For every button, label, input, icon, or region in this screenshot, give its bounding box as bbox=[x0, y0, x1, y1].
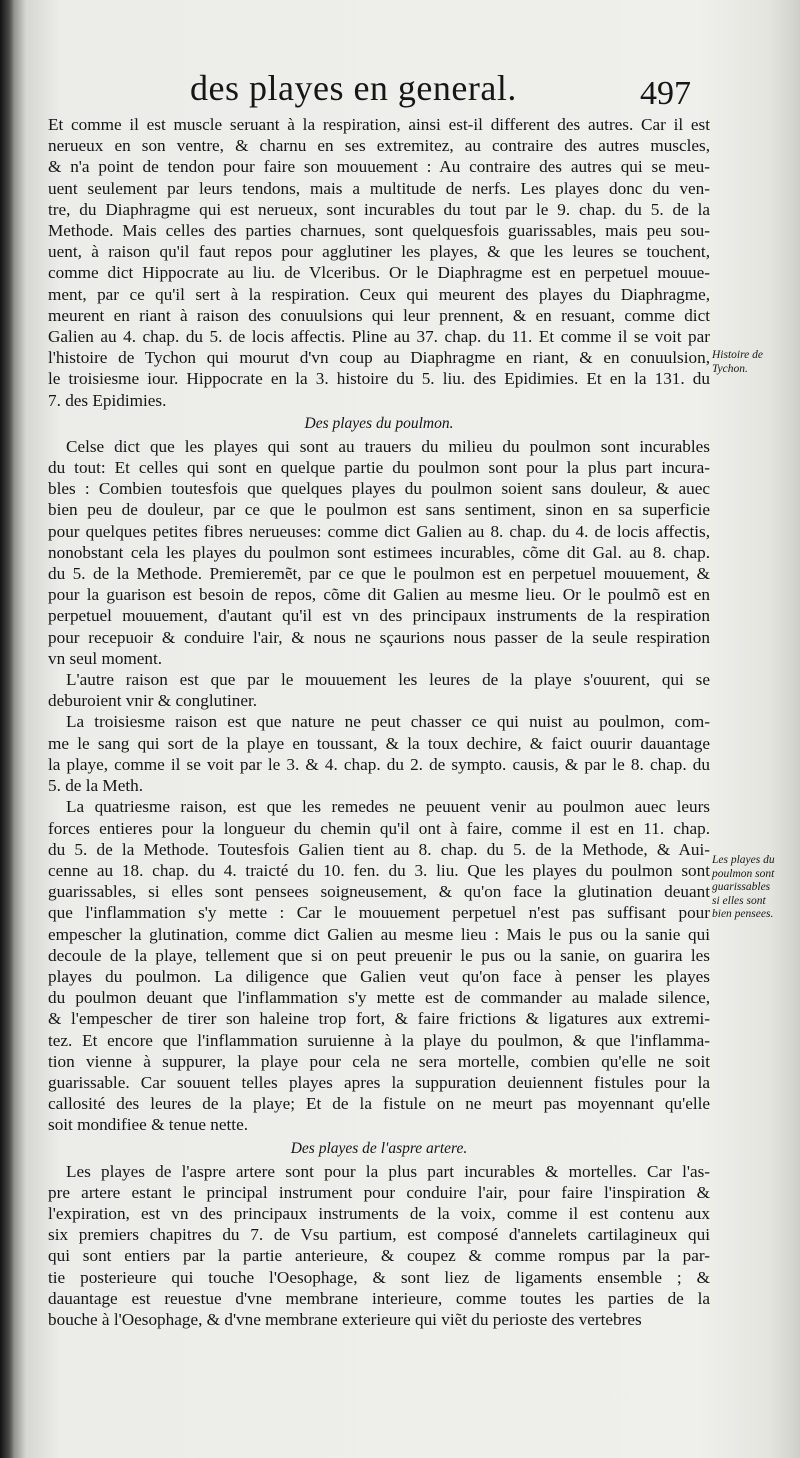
text-line: 7. des Epidimies. bbox=[48, 390, 167, 410]
page-header bbox=[0, 68, 800, 112]
running-title: des playes en general. bbox=[190, 68, 517, 108]
text-line: guarissables, si elles sont pensees soigneusement, & qu'on face la glutination deuant bbox=[48, 882, 710, 902]
text-line: guarissable. Car souuent telles playes apres la suppuration deuiennent fistules pour la bbox=[48, 1072, 710, 1092]
text-line: uent, à raison qu'il faut repos pour agglutiner les playes, & que les leures se touchent, bbox=[48, 242, 710, 262]
text-line: du 5. de la Methode. Premieremẽt, par ce que le poulmon est en perpetuel mouuement, & bbox=[48, 564, 710, 584]
text-line: bles : Combien toutesfois que quelques playes du poulmon soient sans douleur, & auec bbox=[48, 479, 710, 499]
text-line: nerueux en son ventre, & charnu en ses extremitez, au contraire des autres muscles, bbox=[48, 136, 710, 156]
paragraph-celse bbox=[48, 436, 710, 669]
text-line: pour la guarison est besoin de repos, cõme dit Galien au mesme lieu. Or le poulmõ est en bbox=[48, 585, 710, 605]
text-line: l'expiration, est vn des principaux instruments de la voix, comme il est contenu aux bbox=[48, 1203, 710, 1223]
text-line: du tout: Et celles qui sont en quelque partie du poulmon sont pour la plus part incura- bbox=[48, 458, 710, 478]
margin-note-line: Histoire de bbox=[712, 349, 763, 361]
text-line: bouche à l'Oesophage, & d'vne membrane exterieure qui viẽt du perioste des vertebres bbox=[48, 1309, 642, 1329]
margin-note-tychon bbox=[712, 349, 794, 376]
page-number: 497 bbox=[640, 75, 691, 112]
margin-note-poulmon bbox=[712, 854, 794, 922]
book-spine-shadow bbox=[0, 0, 14, 1458]
text-line: comme dict Hippocrate au liu. de Vlceribus. Or le Diaphragme est en perpetuel mouue- bbox=[48, 263, 710, 283]
text-line: 5. de la Meth. bbox=[48, 776, 143, 796]
text-line: bien peu de douleur, par ce que le poulmon est sans sentiment, sinon en sa superficie bbox=[48, 500, 710, 520]
text-line: Celse dict que les playes qui sont au trauers du milieu du poulmon sont incurables bbox=[66, 436, 710, 456]
paragraph-aspre-artere bbox=[48, 1161, 710, 1331]
text-line: Galien au 4. chap. du 5. de locis affectis. Pline au 37. chap. du 11. Et comme il se voit par bbox=[48, 327, 710, 347]
text-line: que l'inflammation s'y mette : Car le mouuement perpetuel n'est pas suffisant pour bbox=[48, 903, 710, 923]
text-line: cenne au 18. chap. du 4. traicté du 10. fen. du 3. liu. Que les playes du poulmon sont bbox=[48, 860, 710, 880]
text-line: La quatriesme raison, est que les remedes ne peuuent venir au poulmon auec leurs bbox=[66, 797, 710, 817]
text-line: forces entieres pour la longueur du chemin qu'il ont à faire, comme il est en 11. chap. bbox=[48, 818, 710, 838]
margin-note-line: guarissables bbox=[712, 881, 771, 893]
text-line: tez. Et encore que l'inflammation suruienne à la playe du poulmon, & que l'inflamma- bbox=[48, 1030, 710, 1050]
text-line: la playe, comme il se voit par le 3. & 4. chap. du 2. de sympto. causis, & par le 8. chap. du bbox=[48, 754, 710, 774]
text-line: pour quelques petites fibres nerueuses: comme dict Galien au 8. chap. du 4. de locis affectis, bbox=[48, 521, 710, 541]
paragraph-second-reason bbox=[48, 669, 710, 711]
text-line: qui sont entiers par la partie anterieure, & coupez & comme rompus par la par- bbox=[48, 1246, 710, 1266]
text-line: playes du poulmon. La diligence que Galien veut qu'on face à penser les playes bbox=[48, 966, 710, 986]
text-line: perpetuel mouuement, d'autant qu'il est vn des principaux instruments de la respiration bbox=[48, 606, 710, 626]
section-heading-poulmon: Des playes du poulmon. bbox=[304, 414, 454, 432]
text-line: pre artere estant le principal instrument pour conduire l'air, pour faire l'inspiration & bbox=[48, 1182, 710, 1202]
text-line: soit mondifiee & tenue nette. bbox=[48, 1115, 248, 1135]
text-line: tion vienne à suppurer, la playe pour cela ne sera mortelle, combien qu'elle ne soit bbox=[48, 1051, 710, 1071]
paragraph-third-reason bbox=[48, 711, 710, 796]
section-heading-aspre-artere: Des playes de l'aspre artere. bbox=[290, 1139, 468, 1157]
text-line: du poulmon deuant que l'inflammation s'y mette est de commander au malade silence, bbox=[48, 988, 710, 1008]
text-line: deburoient vnir & conglutiner. bbox=[48, 691, 258, 711]
text-line: tie posterieure qui touche l'Oesophage, & sont liez de ligaments ensemble ; & bbox=[48, 1267, 710, 1287]
margin-note-line: si elles sont bbox=[712, 894, 766, 907]
text-line: & n'a point de tendon pour faire son mouuement : Au contraire des autres qui se meu- bbox=[48, 157, 710, 177]
text-line: Et comme il est muscle seruant à la respiration, ainsi est-il different des autres. Car il est bbox=[48, 115, 710, 134]
paragraph-fourth-reason bbox=[48, 796, 710, 1135]
margin-note-line: Tychon. bbox=[712, 362, 748, 375]
text-line: me le sang qui sort de la playe en toussant, & la toux dechire, & faict ouurir dauantage bbox=[48, 733, 710, 753]
text-line: du 5. de la Methode. Toutesfois Galien tient au 8. chap. du 5. de la Methode, & Aui- bbox=[48, 839, 710, 859]
text-line: le troisiesme iour. Hippocrate en la 3. histoire du 5. liu. des Epidimies. Et en la 131. du bbox=[48, 369, 710, 389]
text-line: tre, du Diaphragme qui est nerueux, sont incurables du tout par le 9. chap. du 5. de la bbox=[48, 199, 710, 219]
text-line: pour recepuoir & conduire l'air, & nous ne sçaurions nous passer de la seule respiration bbox=[48, 627, 710, 647]
text-line: l'histoire de Tychon qui mourut d'vn coup au Diaphragme en riant, & en conuulsion, bbox=[48, 348, 710, 368]
text-line: vn seul moment. bbox=[48, 648, 163, 668]
text-line: ment, par ce qu'il sert à la respiration. Ceux qui meurent des playes du Diaphragme, bbox=[48, 284, 710, 304]
margin-note-line: bien pensees. bbox=[712, 908, 774, 920]
text-line: Methode. Mais celles des parties charnues, sont quelquesfois guarissables, mais peu sou- bbox=[48, 221, 710, 241]
text-line: uent seulement par leurs tendons, mais a multitude de nerfs. Les playes donc du ven- bbox=[48, 178, 710, 198]
text-line: meurent en riant à raison des conuulsions qui leur prennent, & en resuant, comme dict bbox=[48, 305, 710, 325]
margin-note-line: poulmon sont bbox=[712, 867, 775, 880]
text-line: empescher la glutination, comme dict Galien au mesme lieu : Mais le pus ou la sanie qui bbox=[48, 924, 710, 944]
text-line: Les playes de l'aspre artere sont pour la plus part incurables & mortelles. Car l'as- bbox=[66, 1161, 710, 1181]
text-line: & l'empescher de tirer son haleine trop fort, & faire frictions & ligatures aux extremi- bbox=[48, 1009, 710, 1029]
text-line: dauantage est reuestue d'vne membrane interieure, comme toutes les parties de la bbox=[48, 1288, 710, 1308]
main-text-column bbox=[48, 114, 710, 1330]
text-line: La troisiesme raison est que nature ne peut chasser ce qui nuist au poulmon, com- bbox=[66, 712, 710, 732]
text-line: nonobstant cela les playes du poulmon sont estimees incurables, cõme dit Gal. au 8. chap. bbox=[48, 542, 710, 562]
text-line: callosité des leures de la playe; Et de la fistule on ne meurt pas moyennant qu'elle bbox=[48, 1094, 710, 1114]
paragraph-diaphragm bbox=[48, 114, 710, 411]
text-line: six premiers chapitres du 7. de Vsu partium, est composé d'annelets cartilagineux qui bbox=[48, 1225, 710, 1245]
text-line: decoule de la playe, tellement que si on peut preuenir le pus ou la sanie, on guarira les bbox=[48, 945, 710, 965]
text-line: L'autre raison est que par le mouuement les leures de la playe s'ouurent, qui se bbox=[66, 670, 710, 690]
margin-note-line: Les playes du bbox=[712, 854, 775, 866]
